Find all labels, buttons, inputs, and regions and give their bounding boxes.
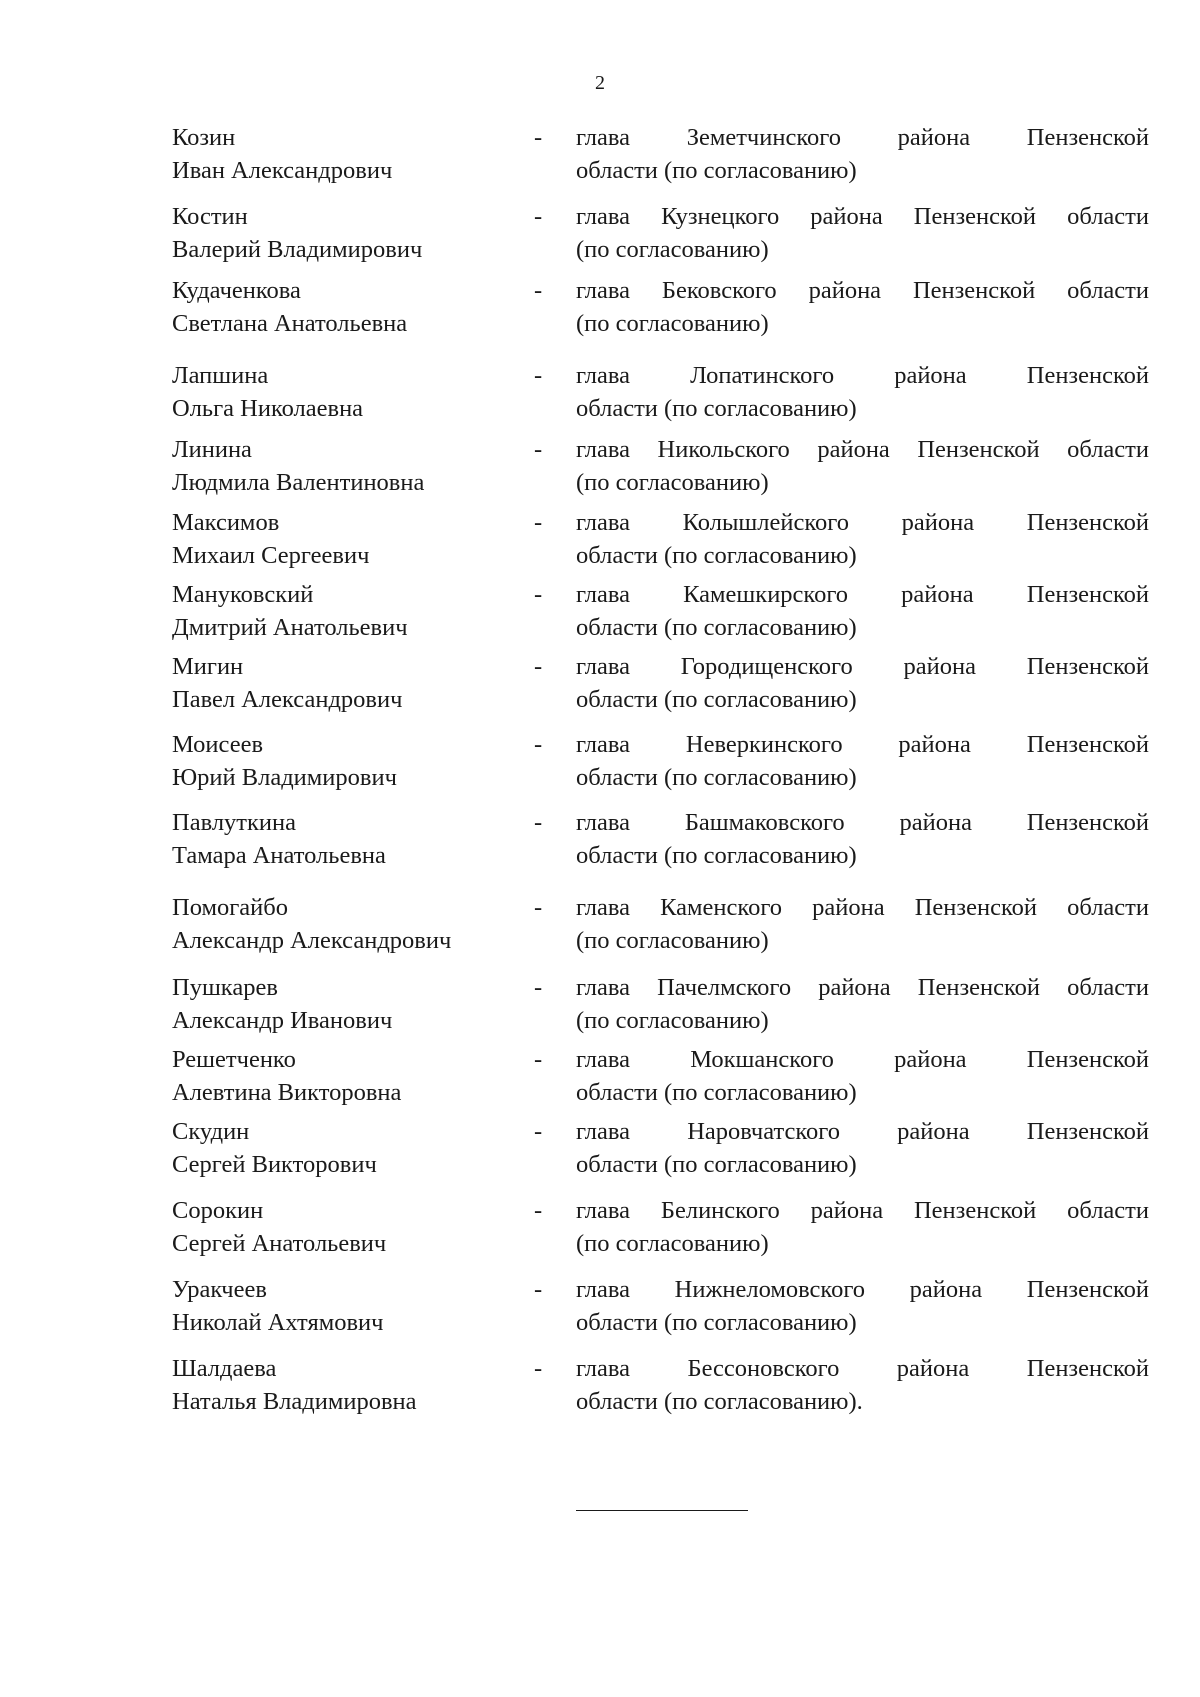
- dash-separator: -: [534, 731, 543, 758]
- position-description: [576, 1273, 1149, 1339]
- person-name: [172, 121, 532, 187]
- given-names: Николай Ахтямович: [172, 1309, 384, 1336]
- person-name: [172, 806, 532, 872]
- entry-list-item: [0, 806, 1200, 870]
- position-line-2: (по согласованию): [576, 310, 769, 337]
- entry-list-item: [0, 121, 1200, 185]
- position-description: [576, 650, 1149, 716]
- position-description: [576, 200, 1149, 266]
- position-description: [576, 971, 1149, 1037]
- page-number: 2: [595, 72, 605, 94]
- position-line-2: (по согласованию): [576, 1230, 769, 1257]
- surname: Линина: [172, 436, 252, 463]
- position-line-1: глава Бековского района Пензенской области: [576, 277, 1149, 304]
- position-line-1: глава Нижнеломовского района Пензенской: [576, 1276, 1149, 1303]
- surname: Скудин: [172, 1118, 250, 1145]
- position-line-1: глава Белинского района Пензенской области: [576, 1197, 1149, 1224]
- entry-list-item: [0, 200, 1200, 264]
- position-line-2: области (по согласованию): [576, 157, 857, 184]
- dash-separator: -: [534, 277, 543, 304]
- given-names: Ольга Николаевна: [172, 395, 364, 422]
- position-description: [576, 578, 1149, 644]
- position-line-1: глава Колышлейского района Пензенской: [576, 509, 1149, 536]
- surname: Кудаченкова: [172, 277, 301, 304]
- position-description: [576, 806, 1149, 872]
- position-line-1: глава Бессоновского района Пензенской: [576, 1355, 1149, 1382]
- person-name: [172, 1043, 532, 1109]
- given-names: Людмила Валентиновна: [172, 469, 425, 496]
- person-name: [172, 728, 532, 794]
- dash-separator: -: [534, 436, 543, 463]
- position-line-2: области (по согласованию): [576, 686, 857, 713]
- person-name: [172, 1115, 532, 1181]
- dash-separator: -: [534, 809, 543, 836]
- position-description: [576, 891, 1149, 957]
- closing-rule-divider: [576, 1510, 748, 1511]
- given-names: Наталья Владимировна: [172, 1388, 417, 1415]
- person-name: [172, 433, 532, 499]
- entry-list-item: [0, 1194, 1200, 1258]
- entry-list-item: [0, 274, 1200, 338]
- surname: Мануковский: [172, 581, 314, 608]
- entry-list-item: [0, 650, 1200, 714]
- entry-list-item: [0, 971, 1200, 1035]
- position-line-2: (по согласованию): [576, 469, 769, 496]
- position-line-1: глава Лопатинского района Пензенской: [576, 362, 1149, 389]
- position-line-2: области (по согласованию): [576, 614, 857, 641]
- given-names: Михаил Сергеевич: [172, 542, 370, 569]
- surname: Павлуткина: [172, 809, 296, 836]
- entry-list-item: [0, 728, 1200, 792]
- position-line-1: глава Неверкинского района Пензенской: [576, 731, 1149, 758]
- position-line-1: глава Земетчинского района Пензенской: [576, 124, 1149, 151]
- person-name: [172, 200, 532, 266]
- dash-separator: -: [534, 974, 543, 1001]
- dash-separator: -: [534, 1276, 543, 1303]
- surname: Лапшина: [172, 362, 269, 389]
- entry-list-item: [0, 1273, 1200, 1337]
- position-line-1: глава Башмаковского района Пензенской: [576, 809, 1149, 836]
- given-names: Александр Александрович: [172, 927, 452, 954]
- dash-separator: -: [534, 1197, 543, 1224]
- position-line-1: глава Камешкирского района Пензенской: [576, 581, 1149, 608]
- position-line-2: области (по согласованию): [576, 764, 857, 791]
- entry-list-item: [0, 506, 1200, 570]
- surname: Козин: [172, 124, 236, 151]
- position-line-2: области (по согласованию): [576, 395, 857, 422]
- given-names: Юрий Владимирович: [172, 764, 397, 791]
- position-description: [576, 728, 1149, 794]
- position-line-2: области (по согласованию): [576, 842, 857, 869]
- dash-separator: -: [534, 1118, 543, 1145]
- dash-separator: -: [534, 124, 543, 151]
- given-names: Дмитрий Анатольевич: [172, 614, 408, 641]
- person-name: [172, 274, 532, 340]
- position-description: [576, 1043, 1149, 1109]
- position-line-1: глава Никольского района Пензенской области: [576, 436, 1149, 463]
- person-name: [172, 578, 532, 644]
- given-names: Александр Иванович: [172, 1007, 393, 1034]
- surname: Шалдаева: [172, 1355, 277, 1382]
- entry-list-item: [0, 578, 1200, 642]
- position-line-1: глава Городищенского района Пензенской: [576, 653, 1149, 680]
- surname: Пушкарев: [172, 974, 278, 1001]
- position-line-1: глава Каменского района Пензенской области: [576, 894, 1149, 921]
- dash-separator: -: [534, 362, 543, 389]
- surname: Максимов: [172, 509, 280, 536]
- given-names: Светлана Анатольевна: [172, 310, 408, 337]
- dash-separator: -: [534, 1355, 543, 1382]
- person-name: [172, 506, 532, 572]
- position-description: [576, 1115, 1149, 1181]
- surname: Помогайбо: [172, 894, 288, 921]
- person-name: [172, 359, 532, 425]
- person-name: [172, 1194, 532, 1260]
- surname: Решетченко: [172, 1046, 296, 1073]
- surname: Моисеев: [172, 731, 264, 758]
- entry-list-item: [0, 1352, 1200, 1416]
- person-name: [172, 650, 532, 716]
- position-line-1: глава Наровчатского района Пензенской: [576, 1118, 1149, 1145]
- given-names: Тамара Анатольевна: [172, 842, 386, 869]
- person-name: [172, 1273, 532, 1339]
- dash-separator: -: [534, 1046, 543, 1073]
- position-line-2: области (по согласованию): [576, 1079, 857, 1106]
- dash-separator: -: [534, 509, 543, 536]
- position-description: [576, 274, 1149, 340]
- position-description: [576, 506, 1149, 572]
- entry-list-item: [0, 891, 1200, 955]
- entry-list-item: [0, 359, 1200, 423]
- position-line-2: (по согласованию): [576, 1007, 769, 1034]
- dash-separator: -: [534, 653, 543, 680]
- position-description: [576, 433, 1149, 499]
- position-description: [576, 1352, 1149, 1418]
- position-description: [576, 359, 1149, 425]
- position-line-1: глава Кузнецкого района Пензенской области: [576, 203, 1149, 230]
- position-line-2: области (по согласованию): [576, 1309, 857, 1336]
- dash-separator: -: [534, 203, 543, 230]
- person-name: [172, 971, 532, 1037]
- given-names: Павел Александрович: [172, 686, 403, 713]
- position-line-2: области (по согласованию): [576, 1151, 857, 1178]
- given-names: Валерий Владимирович: [172, 236, 423, 263]
- person-name: [172, 1352, 532, 1418]
- position-line-1: глава Мокшанского района Пензенской: [576, 1046, 1149, 1073]
- position-line-2: (по согласованию): [576, 927, 769, 954]
- given-names: Иван Александрович: [172, 157, 393, 184]
- entry-list-item: [0, 433, 1200, 497]
- position-line-2: области (по согласованию): [576, 542, 857, 569]
- dash-separator: -: [534, 894, 543, 921]
- given-names: Сергей Викторович: [172, 1151, 377, 1178]
- given-names: Сергей Анатольевич: [172, 1230, 387, 1257]
- surname: Сорокин: [172, 1197, 264, 1224]
- surname: Мигин: [172, 653, 244, 680]
- position-description: [576, 121, 1149, 187]
- surname: Костин: [172, 203, 248, 230]
- surname: Уракчеев: [172, 1276, 267, 1303]
- position-line-1: глава Пачелмского района Пензенской области: [576, 974, 1149, 1001]
- position-description: [576, 1194, 1149, 1260]
- entry-list-item: [0, 1043, 1200, 1107]
- entry-list-item: [0, 1115, 1200, 1179]
- person-name: [172, 891, 532, 957]
- given-names: Алевтина Викторовна: [172, 1079, 402, 1106]
- dash-separator: -: [534, 581, 543, 608]
- position-line-2: области (по согласованию).: [576, 1388, 863, 1415]
- position-line-2: (по согласованию): [576, 236, 769, 263]
